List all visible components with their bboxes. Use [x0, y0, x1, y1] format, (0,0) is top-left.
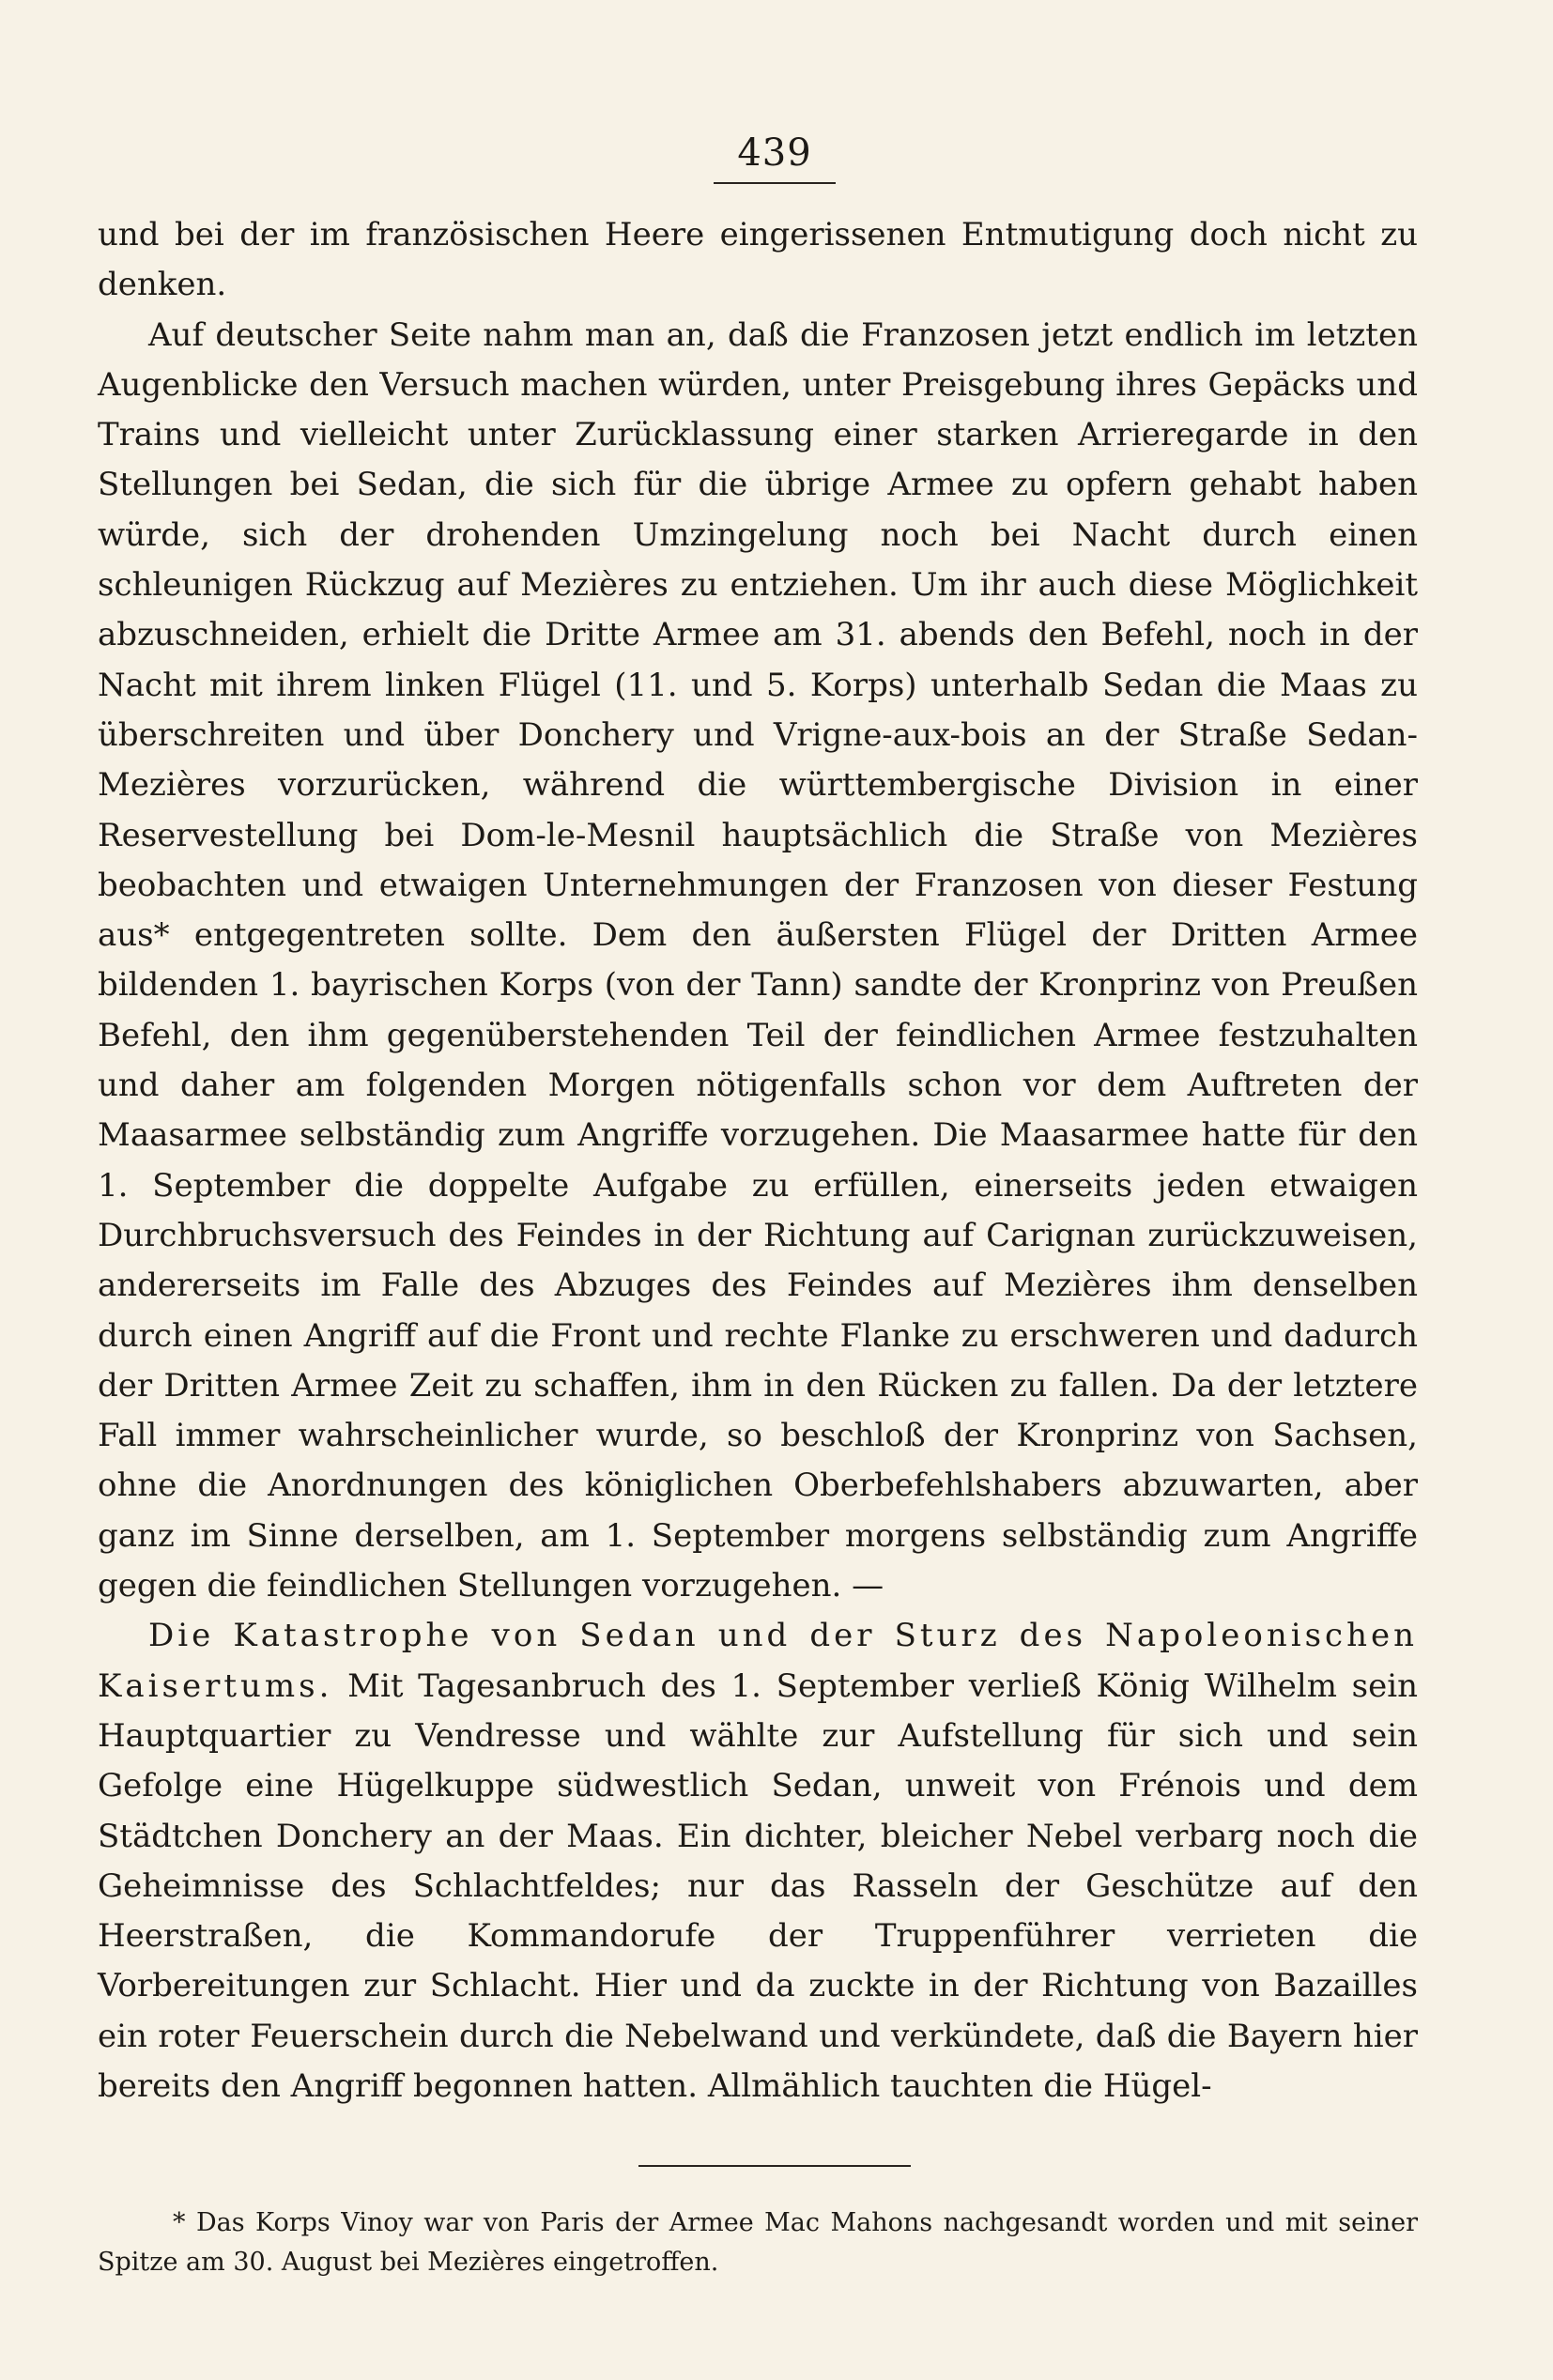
section-heading: Die Katastrophe von Sedan und der Sturz des Napoleonischen Kaisertums. — [98, 1617, 1418, 1705]
body-text — [98, 210, 1418, 2111]
paragraph-1: und bei der im französischen Heere eingerissenen Entmutigung doch nicht zu denken. — [98, 216, 1418, 304]
page-number: 439 — [714, 131, 836, 184]
paragraph-3 — [98, 1611, 1418, 2111]
footnote-divider — [638, 2165, 911, 2167]
paragraph-2: Auf deutscher Seite nahm man an, daß die Franzosen jetzt endlich im letzten Augenblicke den Versuch machen würden, unter Preisgebung ihres Gepäcks und Trains und vielleicht unter Zurücklassung einer starken Arrieregarde in den Stellungen bei Sedan, die sich für die übrige Armee zu opfern gehabt haben würde, sich der drohenden Umzingelung noch bei Nacht durch einen schleunigen Rückzug auf Mezières zu entziehen. Um ihr auch diese Möglichkeit abzuschneiden, erhielt die Dritte Armee am 31. abends den Befehl, noch in der Nacht mit ihrem linken Flügel (11. und 5. Korps) unterhalb Sedan die Maas zu überschreiten und über Donchery und Vrigne-aux-bois an der Straße Sedan-Mezières vorzurücken, während die württembergische Division in einer Reservestellung bei Dom-le-Mesnil hauptsächlich die Straße von Mezières beobachten und etwaigen Unternehmungen der Franzosen von dieser Festung aus* entgegentreten sollte. Dem den äußersten Flügel der Dritten Armee bildenden 1. bayrischen Korps (von der Tann) sandte der Kronprinz von Preußen Befehl, den ihm gegenüberstehenden Teil der feindlichen Armee festzuhalten und daher am folgenden Morgen nötigenfalls schon vor dem Auftreten der Maasarmee selbständig zum Angriffe vorzugehen. Die Maasarmee hatte für den 1. September die doppelte Aufgabe zu erfüllen, einerseits jeden etwaigen Durchbruchsversuch des Feindes in der Richtung auf Carignan zurückzuweisen, andererseits im Falle des Abzuges des Feindes auf Mezières ihm denselben durch einen Angriff auf die Front und rechte Flanke zu erschweren und dadurch der Dritten Armee Zeit zu schaffen, ihm in den Rücken zu fallen. Da der letztere Fall immer wahrscheinlicher wurde, so beschloß der Kronprinz von Sachsen, ohne die Anordnungen des königlichen Oberbefehlshabers abzuwarten, aber ganz im Sinne derselben, am 1. September morgens selbständig zum Angriffe gegen die feindlichen Stellungen vorzugehen. — — [98, 315, 1418, 1605]
footnote: * Das Korps Vinoy war von Paris der Armee Mac Mahons nachgesandt worden und mit seiner Spitze am 30. August bei Mezières eingetroffen. — [98, 2208, 1418, 2277]
paragraph-3-text: Mit Tagesanbruch des 1. September verließ König Wilhelm sein Hauptquartier zu Vendresse und wählte zur Aufstellung für sich und sein Gefolge eine Hügelkuppe südwestlich Sedan, unweit von Frénois und dem Städtchen Donchery an der Maas. Ein dichter, bleicher Nebel verbarg noch die Geheimnisse des Schlachtfeldes; nur das Rasseln der Geschütze auf den Heerstraßen, die Kommandorufe der Truppenführer verrieten die Vorbereitungen zur Schlacht. Hier und da zuckte in der Richtung von Bazailles ein roter Feuerschein durch die Nebelwand und verkündete, daß die Bayern hier bereits den Angriff begonnen hatten. Allmählich tauchten die Hügel- — [98, 1666, 1418, 2105]
